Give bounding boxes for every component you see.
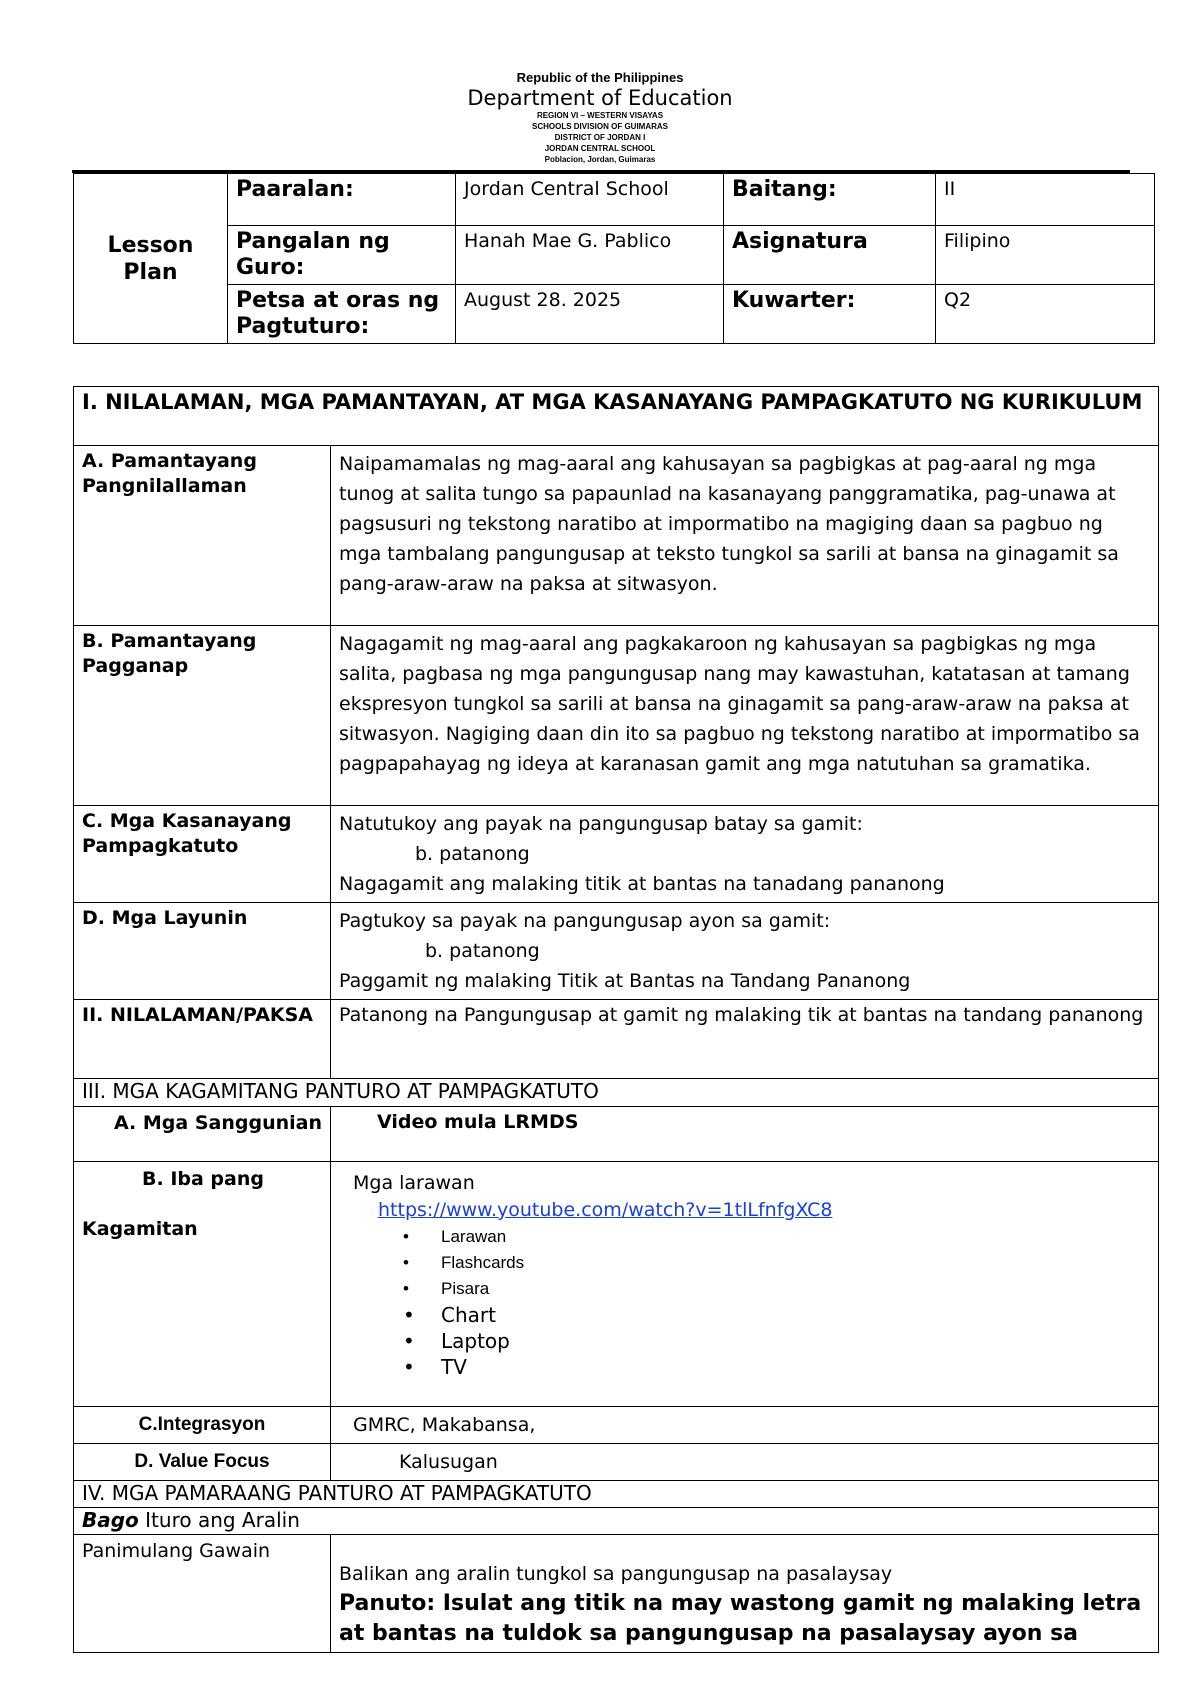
republic-heading: Republic of the Philippines [516,70,684,85]
panimulang-gawain-cell [331,1535,1159,1653]
lesson-info-table [73,173,1155,344]
layunin-line-1: Pagtukoy sa payak na pangungusap ayon sa gamit: [339,910,831,932]
pamantayang-pagganap-text: Nagagamit ng mag-aaral ang pagkakaroon ng kahusayan sa pagbigkas ng mga salita, pagbasa ng mga pangungusap nang may kawastuhan, katatasan at tamang ekspresyon tungkol sa sarili at bansa na ginagamit sa pang-araw-araw na paksa at sitwasyon. Nagiging daan din ito sa pagbuo ng tekstong naratibo at impormatibo sa pagpapahayag ng ideya at karanasan gamit ang mga natutuhan sa gramatika. [331,626,1159,806]
kasanayan-line-3: Nagagamit ang malaking titik at bantas na tanadang pananong [339,873,945,895]
layunin-line-2: b. patanong [425,940,540,962]
value-focus-label: D. Value Focus [74,1444,331,1481]
iba-pang-kagamitan-content [331,1162,1159,1407]
lesson-plan-label: Lesson Plan [74,174,228,344]
department-heading: Department of Education [467,86,733,110]
iba-pang-kagamitan-cell [74,1162,331,1407]
pamantayang-pangnilalaman-text: Naipamamalas ng mag-aaral ang kahusayan sa pagbigkas at pag-aaral ng mga tunog at salita tungo sa papaunlad na kasanayang panggramatika, pag-unawa at pagsusuri ng tekstong naratibo at impormatibo na magiging daan sa pagbuo ng mga tambalang pangungusap at teksto tungkol sa sarili at bansa na ginagamit sa pang-araw-araw na paksa at sitwasyon. [331,446,1159,626]
kasanayang-pampagkatuto-cell [331,806,1159,903]
asignatura-value: Filipino [936,226,1155,285]
kasanayan-line-1: Natutukoy ang payak na pangungusap batay sa gamit: [339,813,863,835]
kuwarter-label: Kuwarter: [724,285,936,344]
list-item: • Chart [403,1302,1150,1328]
kagamitan-label: Kagamitan [82,1218,198,1240]
sanggunian-text: Video mula LRMDS [331,1107,1159,1162]
youtube-link[interactable]: https://www.youtube.com/watch?v=1tlLfnfgXC8 [378,1199,833,1221]
asignatura-label: Asignatura [724,226,936,285]
materials-list [353,1224,1150,1380]
baitang-label: Baitang: [724,174,936,226]
paaralan-label: Paaralan: [228,174,456,226]
integrasyon-label: C.Integrasyon [74,1407,331,1444]
layunin-label: D. Mga Layunin [74,903,331,1000]
integrasyon-text: GMRC, Makabansa, [331,1407,1159,1444]
guro-label: Pangalan ng Guro: [228,226,456,285]
section-3-title: III. MGA KAGAMITANG PANTURO AT PAMPAGKATUTO [74,1079,1159,1107]
section-1-title: I. NILALAMAN, MGA PAMANTAYAN, AT MGA KASANAYANG PAMPAGKATUTO NG KURIKULUM [74,387,1159,446]
school-line: JORDAN CENTRAL SCHOOL [544,144,656,153]
panimula-line-1: Balikan ang aralin tungkol sa pangungusap na pasalaysay [339,1563,893,1585]
letterhead [0,70,1200,165]
layunin-line-3: Paggamit ng malaking Titik at Bantas na Tandang Pananong [339,970,911,992]
kasanayang-pampagkatuto-label: C. Mga Kasanayang Pampagkatuto [74,806,331,903]
region-line: REGION VI – WESTERN VISAYAS [536,111,664,120]
panimula-panuto: Panuto: Isulat ang titik na may wastong gamit ng malaking letra at bantas na tuldok sa pangungusap na pasalaysay ayon sa [339,1591,1142,1646]
list-item: • TV [403,1354,1150,1380]
section-4-title: IV. MGA PAMARAANG PANTURO AT PAMPAGKATUTO [74,1481,1159,1508]
list-item: • Pisara [403,1276,1150,1302]
layunin-cell [331,903,1159,1000]
paaralan-value: Jordan Central School [456,174,724,226]
district-line: DISTRICT OF JORDAN I [554,133,646,142]
value-focus-text: Kalusugan [331,1444,1159,1481]
nilalaman-paksa-text: Patanong na Pangungusap at gamit ng malaking tik at bantas na tandang pananong [331,1000,1159,1079]
bago-ituro-heading [74,1508,1159,1535]
bago-rest: Ituro ang Aralin [138,1508,300,1532]
mga-larawan-text: Mga larawan [353,1172,475,1194]
address-line: Poblacion, Jordan, Guimaras [544,155,656,164]
list-item: • Laptop [403,1328,1150,1354]
bago-word: Bago [82,1508,139,1532]
nilalaman-paksa-label: II. NILALAMAN/PAKSA [74,1000,331,1079]
petsa-label: Petsa at oras ng Pagtuturo: [228,285,456,344]
guro-value: Hanah Mae G. Pablico [456,226,724,285]
iba-pang-label: B. Iba pang [142,1168,264,1190]
pamantayang-pagganap-label: B. Pamantayang Pagganap [74,626,331,806]
list-item: • Larawan [403,1224,1150,1250]
petsa-value: August 28. 2025 [456,285,724,344]
kuwarter-value: Q2 [936,285,1155,344]
baitang-value: II [936,174,1155,226]
division-line: SCHOOLS DIVISION OF GUIMARAS [531,122,668,131]
panimulang-gawain-label: Panimulang Gawain [74,1535,331,1653]
lesson-content-table [73,386,1159,1653]
kasanayan-line-2: b. patanong [415,843,530,865]
sanggunian-label: A. Mga Sanggunian [74,1107,331,1162]
list-item: • Flashcards [403,1250,1150,1276]
pamantayang-pangnilalaman-label: A. Pamantayang Pangnilallaman [74,446,331,626]
